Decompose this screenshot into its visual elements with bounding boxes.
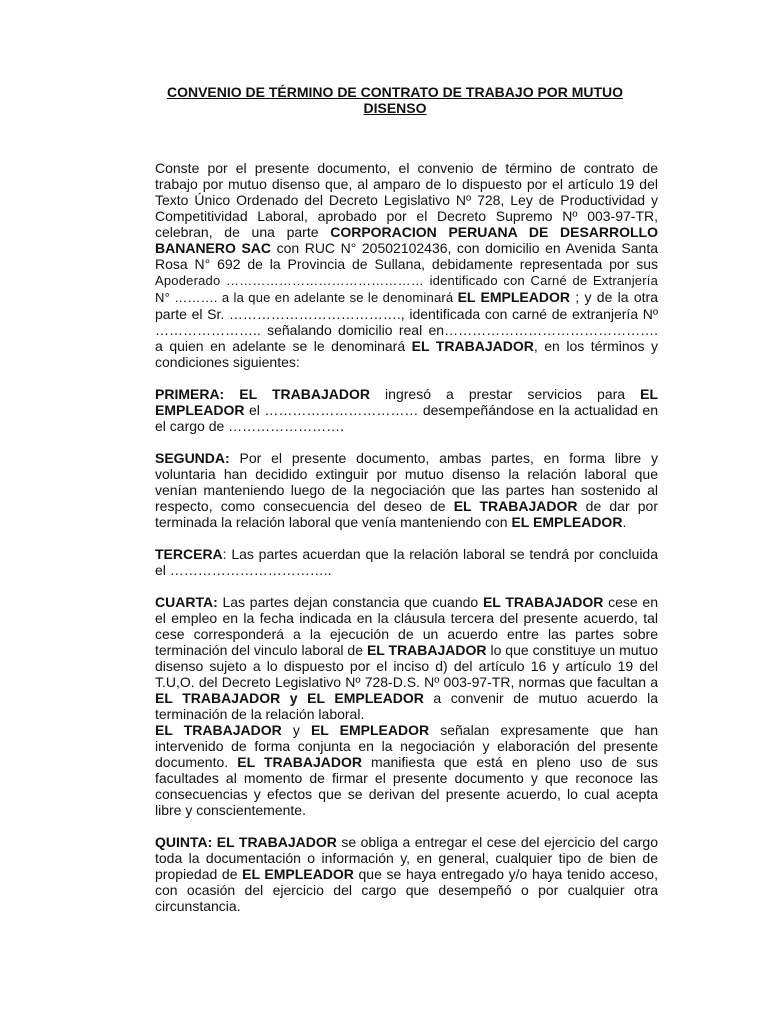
clause-segunda-employer: EL EMPLEADOR	[511, 514, 623, 530]
clause-primera-worker: EL TRABAJADOR	[224, 386, 370, 402]
document-title: CONVENIO DE TÉRMINO DE CONTRATO DE TRABAJO POR MUTUO DISENSO	[166, 84, 624, 116]
intro-text-1: Conste por el presente documento, el convenio de término de contrato de trabajo por mutuo disenso que, al amparo de lo dispuesto por el artículo 19 del Texto Único Ordenado del Decreto Legislativo Nº 728, Ley de Productividad y Competitividad Laboral, aprobado por el Decreto Supremo Nº 003-97-TR, celebran, de una parte	[155, 160, 658, 240]
intro-text-3: Apoderado ……………………………………… identificado con Carné de Extranjería N° ………. a la que en adelante se le denominará	[155, 273, 658, 305]
clause-cuarta2-text-1: y	[281, 722, 311, 738]
document-body	[155, 160, 658, 930]
employer-term: EL EMPLEADOR	[457, 289, 570, 305]
clause-cuarta-worker-1: EL TRABAJADOR	[482, 594, 604, 610]
clause-cuarta	[155, 594, 658, 722]
clause-segunda-text-2: de dar por terminada la relación laboral que venía manteniendo con	[155, 498, 658, 530]
intro-paragraph	[155, 160, 658, 370]
clause-quinta-employer: EL EMPLEADOR	[242, 866, 354, 882]
clause-cuarta-text-2: cese en el empleo en la fecha indicada en la cláusula tercera del presente acuerdo, tal cese corresponderá a la ejecución de un acuerdo entre las partes sobre terminación del vinculo laboral de	[155, 594, 658, 658]
worker-term: EL TRABAJADOR	[411, 338, 534, 354]
clause-cuarta-text-4: a convenir de mutuo acuerdo la terminación de la relación laboral.	[155, 690, 659, 722]
clause-cuarta2-employer: EL EMPLEADOR	[310, 722, 430, 738]
clause-cuarta2-worker-1: EL TRABAJADOR	[155, 722, 282, 738]
clause-cuarta-both: EL TRABAJADOR y EL EMPLEADOR	[155, 690, 424, 706]
clause-quinta-text-1: se obliga a entregar el cese del ejercicio del cargo toda la documentación o información y, en general, cualquier tipo de bien de propiedad de	[155, 834, 658, 882]
clause-tercera	[155, 546, 658, 578]
clause-tercera-label: TERCERA	[155, 546, 223, 562]
clause-primera-text-1: ingresó a prestar servicios para	[370, 386, 641, 402]
clause-segunda-worker: EL TRABAJADOR	[453, 498, 578, 514]
clause-cuarta-text-1: Las partes dejan constancia que cuando	[217, 594, 483, 610]
clause-cuarta-worker-2: EL TRABAJADOR	[366, 642, 487, 658]
clause-primera	[155, 386, 658, 434]
clause-quinta-text-2: que se haya entregado y/o haya tenido acceso, con ocasión del ejercicio del cargo que desempeñó o por cualquier otra circunstancia.	[155, 866, 658, 914]
clause-cuarta-text-3: lo que constituye un mutuo disenso sujeto a lo dispuesto por el inciso d) del artículo 16 y artículo 19 del T.U,O. del Decreto Legislativo Nº 728-D.S. Nº 003-97-TR, normas que facultan a	[155, 642, 658, 690]
company-name: CORPORACION PERUANA DE DESARROLLO BANANERO SAC	[155, 224, 658, 256]
clause-primera-text-2: el …………………………… desempeñándose en la actualidad en el cargo de …………………….	[155, 402, 658, 434]
clause-tercera-text-1: : Las partes acuerdan que la relación laboral se tendrá por concluida el ……………………………..	[155, 546, 658, 578]
clause-cuarta-label: CUARTA:	[155, 594, 218, 610]
clause-primera-label: PRIMERA:	[155, 386, 225, 402]
clause-segunda-label: SEGUNDA:	[155, 450, 230, 466]
clause-cuarta-continuation	[155, 722, 658, 818]
clause-segunda	[155, 450, 658, 530]
intro-text-2: con RUC N° 20502102436, con domicilio en Avenida Santa Rosa N° 692 de la Provincia de Sullana, debidamente representada por sus	[155, 240, 658, 272]
intro-text-5: , en los términos y condiciones siguientes:	[155, 338, 658, 370]
clause-segunda-text-1: Por el presente documento, ambas partes, en forma libre y voluntaria han decidido extinguir por mutuo disenso la relación laboral que venían manteniendo luego de la negociación que las partes han sostenido al respecto, como consecuencia del deseo de	[155, 450, 658, 514]
clause-primera-employer: EL EMPLEADOR	[155, 386, 658, 418]
clause-cuarta2-worker-2: EL TRABAJADOR	[237, 754, 362, 770]
clause-quinta-label: QUINTA: EL TRABAJADOR	[155, 834, 337, 850]
clause-quinta	[155, 834, 658, 914]
clause-cuarta2-text-2: señalan expresamente que han intervenido de forma conjunta en la negociación y elaboración del presente documento.	[155, 722, 658, 770]
intro-text-4: ; y de la otra parte el Sr. ………………………………., identificada con carné de extranjería Nº ………………….. señalando domicilio real en………………………………………. a quien en adelante se le denominará	[155, 289, 658, 354]
clause-segunda-text-3: .	[622, 514, 627, 530]
clause-cuarta2-text-3: manifiesta que está en pleno uso de sus facultades al momento de firmar el presente documento y que reconoce las consecuencias y efectos que se derivan del presente acuerdo, lo cual acepta libre y conscientemente.	[155, 754, 658, 818]
